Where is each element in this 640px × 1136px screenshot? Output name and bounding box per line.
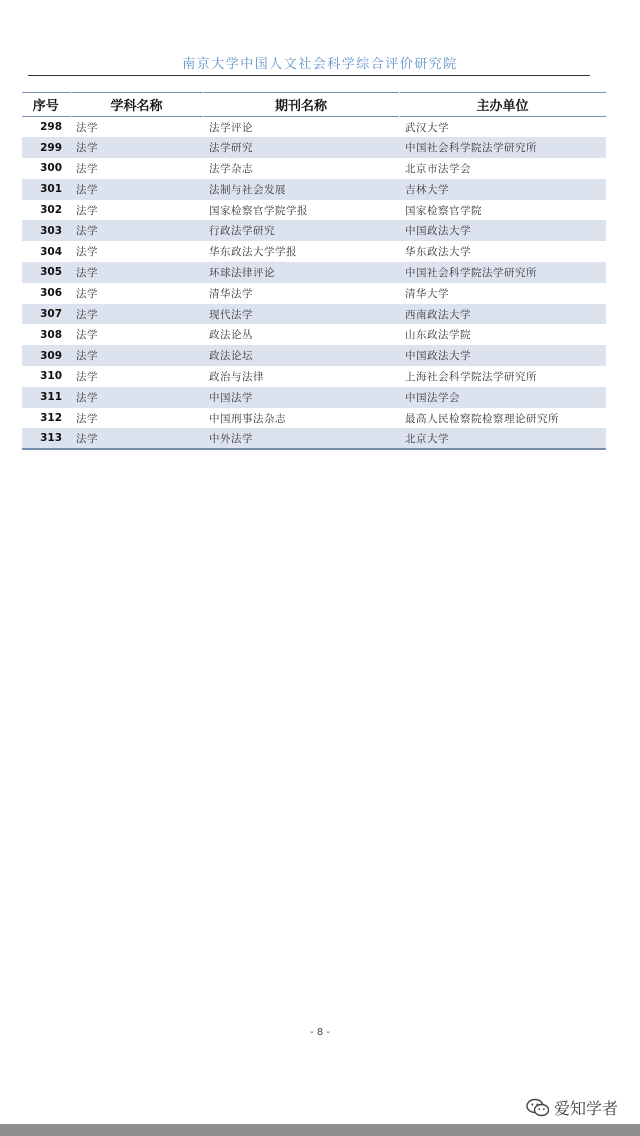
table-row — [22, 200, 606, 221]
table-row — [22, 304, 606, 325]
table-row — [22, 137, 606, 158]
row-subject: 法学 — [76, 162, 98, 175]
watermark — [526, 1096, 618, 1119]
row-number: 311 — [40, 391, 62, 404]
row-org: 最高人民检察院检察理论研究所 — [405, 412, 559, 425]
row-org: 华东政法大学 — [405, 246, 471, 259]
row-org: 北京大学 — [405, 432, 449, 445]
journal-table — [22, 92, 607, 450]
wechat-icon — [526, 1098, 550, 1118]
row-number: 309 — [40, 349, 62, 362]
row-subject: 法学 — [76, 225, 98, 238]
table-row — [22, 117, 606, 138]
row-number: 298 — [40, 121, 62, 134]
row-journal: 法学杂志 — [209, 162, 253, 175]
row-number: 301 — [40, 183, 62, 196]
table-row — [22, 179, 606, 200]
row-org: 国家检察官学院 — [405, 204, 482, 217]
table-row — [22, 262, 606, 283]
column-header-org: 主办单位 — [399, 93, 606, 117]
row-subject: 法学 — [76, 432, 98, 445]
table-row — [22, 220, 606, 241]
row-journal: 中国刑事法杂志 — [209, 412, 286, 425]
table-row — [22, 387, 606, 408]
row-number: 313 — [40, 432, 62, 445]
row-org: 上海社会科学院法学研究所 — [405, 370, 537, 383]
row-subject: 法学 — [76, 308, 98, 321]
table-row — [22, 345, 606, 366]
row-journal: 政法论丛 — [209, 329, 253, 342]
row-org: 中国政法大学 — [405, 350, 471, 363]
row-org: 吉林大学 — [405, 183, 449, 196]
watermark-text: 爱知学者 — [554, 1099, 619, 1118]
row-subject: 法学 — [76, 287, 98, 300]
row-subject: 法学 — [76, 246, 98, 259]
row-number: 302 — [40, 204, 62, 217]
row-journal: 法学研究 — [209, 142, 253, 155]
table-row — [22, 408, 606, 429]
row-subject: 法学 — [76, 391, 98, 404]
row-subject: 法学 — [76, 183, 98, 196]
table-row — [22, 324, 606, 345]
journal-table-container — [22, 92, 606, 450]
row-org: 武汉大学 — [405, 121, 449, 134]
row-journal: 华东政法大学学报 — [209, 246, 297, 259]
row-journal: 政治与法律 — [209, 370, 264, 383]
bottom-bar — [0, 1124, 640, 1136]
row-journal: 清华法学 — [209, 287, 253, 300]
row-journal: 中国法学 — [209, 391, 253, 404]
row-subject: 法学 — [76, 370, 98, 383]
row-journal: 政法论坛 — [209, 350, 253, 363]
row-number: 306 — [40, 287, 62, 300]
row-org: 中国社会科学院法学研究所 — [405, 142, 537, 155]
row-number: 305 — [40, 266, 62, 279]
row-journal: 法制与社会发展 — [209, 183, 286, 196]
row-org: 中国社会科学院法学研究所 — [405, 266, 537, 279]
row-subject: 法学 — [76, 266, 98, 279]
row-journal: 法学评论 — [209, 121, 253, 134]
row-subject: 法学 — [76, 204, 98, 217]
row-org: 西南政法大学 — [405, 308, 471, 321]
row-org: 中国政法大学 — [405, 225, 471, 238]
table-row — [22, 428, 606, 449]
table-row — [22, 158, 606, 179]
row-number: 307 — [40, 308, 62, 321]
row-number: 312 — [40, 412, 62, 425]
row-number: 310 — [40, 370, 62, 383]
row-subject: 法学 — [76, 350, 98, 363]
row-subject: 法学 — [76, 142, 98, 155]
row-number: 303 — [40, 224, 62, 237]
row-journal: 国家检察官学院学报 — [209, 204, 308, 217]
row-journal: 行政法学研究 — [209, 225, 275, 238]
row-org: 山东政法学院 — [405, 329, 471, 342]
column-header-journal: 期刊名称 — [203, 93, 399, 117]
row-org: 北京市法学会 — [405, 162, 471, 175]
page-number: - 8 - — [310, 1027, 330, 1038]
table-row — [22, 241, 606, 262]
column-header-subject: 学科名称 — [70, 93, 203, 117]
row-subject: 法学 — [76, 121, 98, 134]
row-number: 300 — [40, 162, 62, 175]
row-org: 清华大学 — [405, 287, 449, 300]
table-row — [22, 366, 606, 387]
table-header-row — [22, 93, 606, 117]
row-number: 304 — [40, 245, 62, 258]
header-divider — [28, 75, 590, 76]
page-header-title: 南京大学中国人文社会科学综合评价研究院 — [182, 57, 458, 72]
row-number: 299 — [40, 141, 62, 154]
table-row — [22, 283, 606, 304]
row-subject: 法学 — [76, 329, 98, 342]
column-header-no: 序号 — [22, 93, 70, 117]
row-number: 308 — [40, 328, 62, 341]
row-org: 中国法学会 — [405, 391, 460, 404]
table-body — [22, 117, 606, 450]
row-journal: 环球法律评论 — [209, 266, 275, 279]
row-subject: 法学 — [76, 412, 98, 425]
row-journal: 中外法学 — [209, 432, 253, 445]
row-journal: 现代法学 — [209, 308, 253, 321]
